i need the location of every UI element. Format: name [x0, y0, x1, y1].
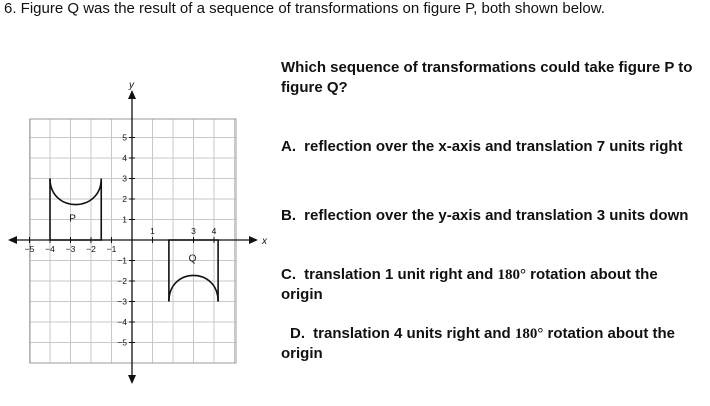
y-tick-label: 2 [122, 194, 127, 204]
coordinate-plane [0, 0, 280, 406]
option-a-text: reflection over the x-axis and translation 7 units right [304, 138, 683, 155]
x-tick-label: −1 [106, 244, 117, 254]
y-tick-label: 3 [122, 173, 127, 184]
figure-p-label: P [69, 213, 76, 225]
figure-p-sides [50, 179, 101, 241]
option-a[interactable] [281, 137, 706, 157]
y-tick-label: −5 [117, 337, 127, 348]
y-tick-label: 5 [122, 132, 127, 143]
x-axis-arrow-right [249, 236, 258, 244]
x-tick-label: −3 [65, 244, 76, 254]
y-tick-label: −3 [117, 296, 127, 307]
grid-lines [30, 119, 237, 363]
option-c-line2: origin [281, 286, 323, 303]
option-c-text-end: rotation about the [526, 266, 658, 283]
option-a-letter: A. [281, 138, 296, 155]
x-tick-label: −2 [86, 244, 96, 254]
option-d[interactable] [281, 324, 706, 364]
y-tick-label: −1 [117, 255, 127, 266]
option-c-degrees: 180° [497, 267, 527, 283]
question-prompt: Which sequence of transformations could take figure P to figure Q? [281, 59, 693, 96]
option-c-letter: C. [281, 266, 296, 283]
x-tick-label: −4 [45, 244, 55, 254]
y-axis-arrow-up [128, 90, 136, 99]
y-tick-label: 4 [122, 153, 127, 163]
option-d-text: translation 4 units right and [313, 325, 515, 342]
x-tick-label: 4 [211, 226, 217, 236]
y-tick-label: −2 [117, 276, 127, 286]
axes [8, 80, 268, 384]
figure-q-label: Q [188, 253, 197, 265]
y-tick-label: −4 [117, 317, 127, 327]
question-stem: 6. Figure Q was the result of a sequence of transformations on figure P, both shown below. [4, 0, 605, 17]
grid-border [30, 119, 236, 363]
option-d-degrees: 180° [514, 326, 544, 342]
option-b-letter: B. [281, 207, 296, 224]
y-tick-label: 1 [122, 214, 127, 225]
option-d-letter: D. [290, 325, 305, 342]
option-d-line2: origin [281, 345, 323, 362]
x-tick-label: −5 [24, 244, 35, 254]
x-axis-label: x [262, 236, 267, 247]
y-axis-label: y [129, 80, 134, 91]
y-axis-arrow-down [128, 375, 136, 384]
x-axis-arrow-left [8, 236, 17, 244]
x-tick-label: 1 [150, 226, 155, 236]
x-tick-label: 3 [191, 226, 196, 236]
option-d-text-end: rotation about the [543, 325, 676, 342]
option-b-text: reflection over the y-axis and translation 3 units down [304, 207, 689, 224]
option-c[interactable] [281, 265, 706, 305]
figure-p-arc [50, 179, 101, 205]
option-b[interactable] [281, 206, 706, 226]
option-c-text: translation 1 unit right and [304, 266, 498, 283]
